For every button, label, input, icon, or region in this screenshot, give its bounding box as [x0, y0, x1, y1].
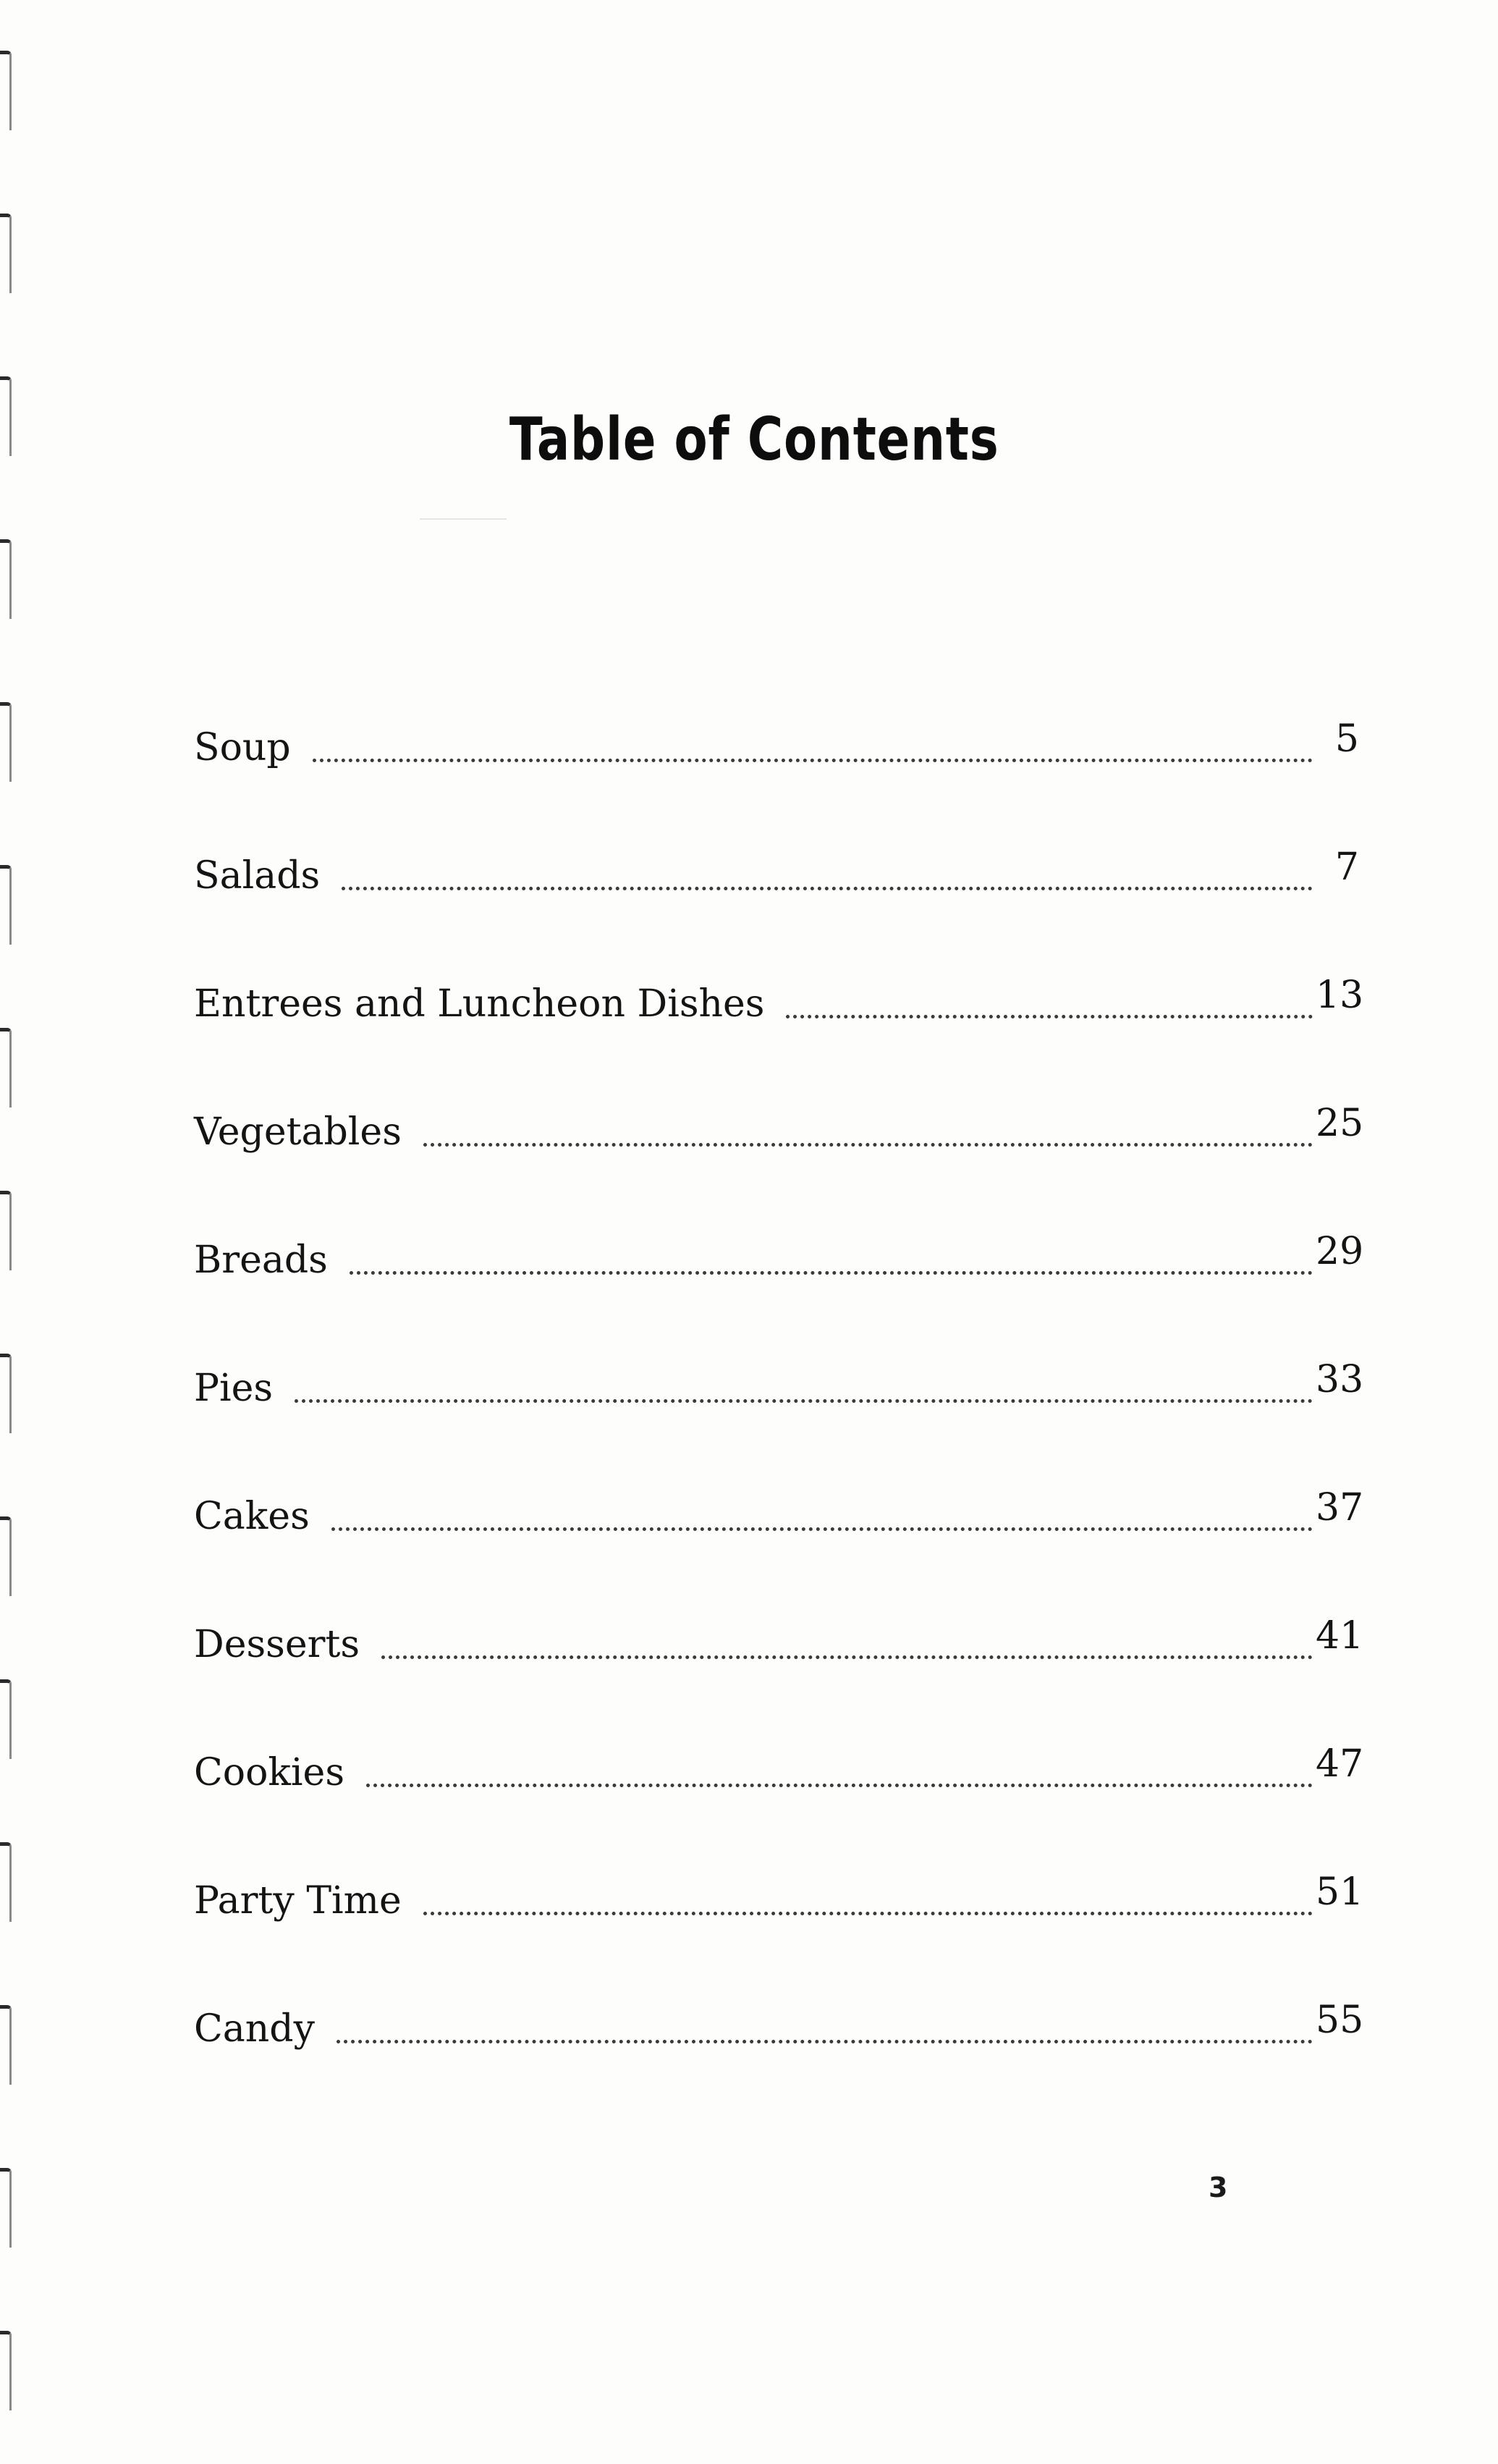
- toc-entry-page: 25: [1316, 1102, 1364, 1145]
- toc-entry[interactable]: [194, 1413, 1364, 1541]
- toc-entry-label: Party Time: [194, 1879, 402, 1923]
- toc-entry[interactable]: [194, 1157, 1364, 1285]
- toc-entry-label: Candy: [194, 2007, 315, 2051]
- dot-leader: [342, 887, 1313, 890]
- toc-entry-page: 47: [1316, 1742, 1364, 1786]
- faint-rule: [420, 518, 507, 520]
- binding-hole: [0, 1842, 12, 1922]
- dot-leader: [423, 1143, 1313, 1147]
- binding-hole: [0, 51, 12, 130]
- dot-leader: [366, 1784, 1313, 1787]
- toc-entry-label: Soup: [194, 726, 291, 769]
- toc-entry-page: 5: [1334, 717, 1359, 761]
- page-title: Table of Contents: [509, 405, 999, 474]
- toc-entry-label: Pies: [194, 1367, 274, 1410]
- binding-hole: [0, 1516, 12, 1596]
- toc-entry-label: Breads: [194, 1239, 328, 1282]
- dot-leader: [313, 759, 1313, 762]
- toc-entry[interactable]: [194, 1669, 1364, 1797]
- toc-entry[interactable]: [194, 772, 1359, 900]
- binding-hole: [0, 539, 12, 619]
- toc-entry-page: 37: [1316, 1486, 1364, 1530]
- binding-hole: [0, 702, 12, 782]
- binding-hole: [0, 1028, 12, 1107]
- dot-leader: [381, 1655, 1313, 1659]
- toc-entry-label: Cookies: [194, 1751, 344, 1794]
- page-number: 3: [1209, 2172, 1228, 2203]
- toc-entry-page: 33: [1316, 1358, 1364, 1401]
- toc-entry-page: 7: [1334, 845, 1359, 889]
- table-of-contents: [194, 644, 1364, 2054]
- binding-hole: [0, 214, 12, 293]
- toc-entry[interactable]: [194, 644, 1359, 772]
- toc-entry[interactable]: [194, 1925, 1364, 2054]
- toc-entry-page: 51: [1316, 1870, 1364, 1914]
- binding-hole: [0, 2005, 12, 2085]
- spiral-binding: [0, 0, 14, 2464]
- binding-hole: [0, 376, 12, 456]
- binding-hole: [0, 865, 12, 945]
- toc-entry-label: Entrees and Luncheon Dishes: [194, 982, 765, 1026]
- toc-entry-label: Cakes: [194, 1495, 310, 1538]
- toc-entry-label: Desserts: [194, 1623, 360, 1666]
- toc-entry[interactable]: [194, 1285, 1364, 1413]
- toc-entry-page: 41: [1316, 1614, 1364, 1658]
- binding-hole: [0, 1191, 12, 1270]
- dot-leader: [331, 1527, 1313, 1531]
- dot-leader: [423, 1912, 1313, 1915]
- toc-entry[interactable]: [194, 1797, 1364, 1925]
- toc-entry[interactable]: [194, 1541, 1364, 1669]
- toc-entry-page: 13: [1316, 974, 1364, 1017]
- dot-leader: [786, 1015, 1313, 1018]
- dot-leader: [295, 1399, 1313, 1403]
- toc-entry-page: 55: [1316, 1999, 1364, 2042]
- dot-leader: [350, 1271, 1313, 1275]
- toc-entry-label: Salads: [194, 854, 321, 898]
- toc-entry-label: Vegetables: [194, 1110, 402, 1154]
- binding-hole: [0, 1354, 12, 1433]
- toc-entry-page: 29: [1316, 1230, 1364, 1273]
- binding-hole: [0, 2168, 12, 2248]
- binding-hole: [0, 1679, 12, 1759]
- toc-entry[interactable]: [194, 1029, 1364, 1157]
- dot-leader: [337, 2040, 1313, 2043]
- binding-hole: [0, 2331, 12, 2410]
- toc-entry[interactable]: [194, 900, 1364, 1029]
